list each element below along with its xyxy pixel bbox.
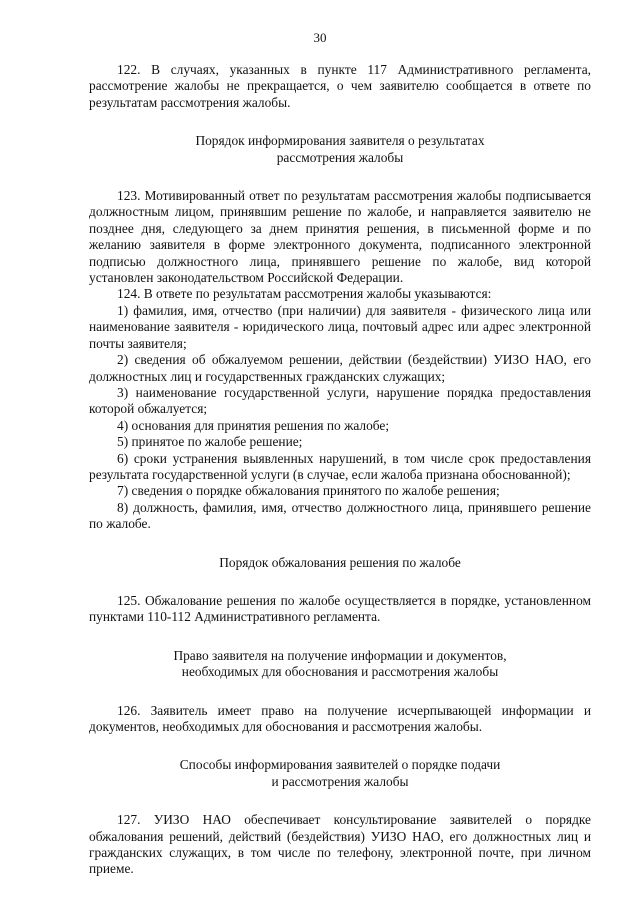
list-item: 2) сведения об обжалуемом решении, действии (бездействии) УИЗО НАО, его должностных лиц и государственных гражданских служащих; [89, 352, 591, 384]
list-item: 4) основания для принятия решения по жалобе; [117, 417, 390, 433]
list-item: 8) должность, фамилия, имя, отчество должностного лица, принявшего решение по жалобе. [89, 499, 591, 532]
heading-informing-results [89, 133, 591, 166]
paragraph-122: 122. В случаях, указанных в пункте 117 Административного регламента, рассмотрение жалобы не прекращается, о чем заявителю сообщается в ответе по результатам рассмотрения жалобы. [89, 62, 591, 110]
paragraph-123: 123. Мотивированный ответ по результатам рассмотрения жалобы подписывается должностным лицом, принявшим решение по жалобе, и направляется заявителю не позднее дня, следующего за днем принятия решения, в письменной форме и по желанию заявителя в форме электронного документа, подписанного электронной подписью должностного лица, принявшего решение по жалобе, вид которой установлен законодательством Российской Федерации. [89, 188, 591, 286]
heading-line: Порядок информирования заявителя о результатах [195, 133, 485, 149]
paragraph-124: 124. В ответе по результатам рассмотрения жалобы указываются: [117, 286, 492, 302]
list-item: 5) принятое по жалобе решение; [117, 434, 303, 450]
heading-line: Способы информирования заявителей о порядке подачи [179, 757, 501, 773]
list-item: 1) фамилия, имя, отчество (при наличии) для заявителя - физического лица или наименование заявителя - юридического лица, почтовый адрес или адрес электронной почты заявителя; [89, 302, 591, 351]
document-body [89, 62, 591, 878]
heading-line: Право заявителя на получение информации и документов, [173, 647, 507, 663]
paragraph-126: 126. Заявитель имеет право на получение исчерпывающей информации и документов, необходимых для обоснования и рассмотрения жалобы. [89, 702, 591, 734]
list-item: 7) сведения о порядке обжалования принятого по жалобе решения; [117, 483, 500, 499]
heading-line: рассмотрения жалобы [276, 149, 404, 165]
paragraph-125: 125. Обжалование решения по жалобе осуществляется в порядке, установленном пунктами 110-112 Административного регламента. [89, 592, 591, 625]
heading-line: и рассмотрения жалобы [271, 773, 409, 789]
list-item: 6) сроки устранения выявленных нарушений, в том числе срок предоставления результата государственной услуги (в случае, если жалоба признана обоснованной); [89, 450, 591, 482]
page-number: 30 [313, 30, 327, 45]
list-item: 3) наименование государственной услуги, нарушение порядка предоставления которой обжалуется; [89, 384, 591, 417]
paragraph-127: 127. УИЗО НАО обеспечивает консультирование заявителей о порядке обжалования решений, действий (бездействия) УИЗО НАО, его должностных лиц и гражданских служащих, в том числе по телефону, электронной почте, при личном приеме. [89, 812, 591, 877]
heading-informing-methods [89, 757, 591, 790]
heading-appeal-decision: Порядок обжалования решения по жалобе [219, 554, 461, 570]
heading-right-to-information [89, 648, 591, 681]
heading-line: необходимых для обоснования и рассмотрения жалобы [181, 664, 499, 680]
